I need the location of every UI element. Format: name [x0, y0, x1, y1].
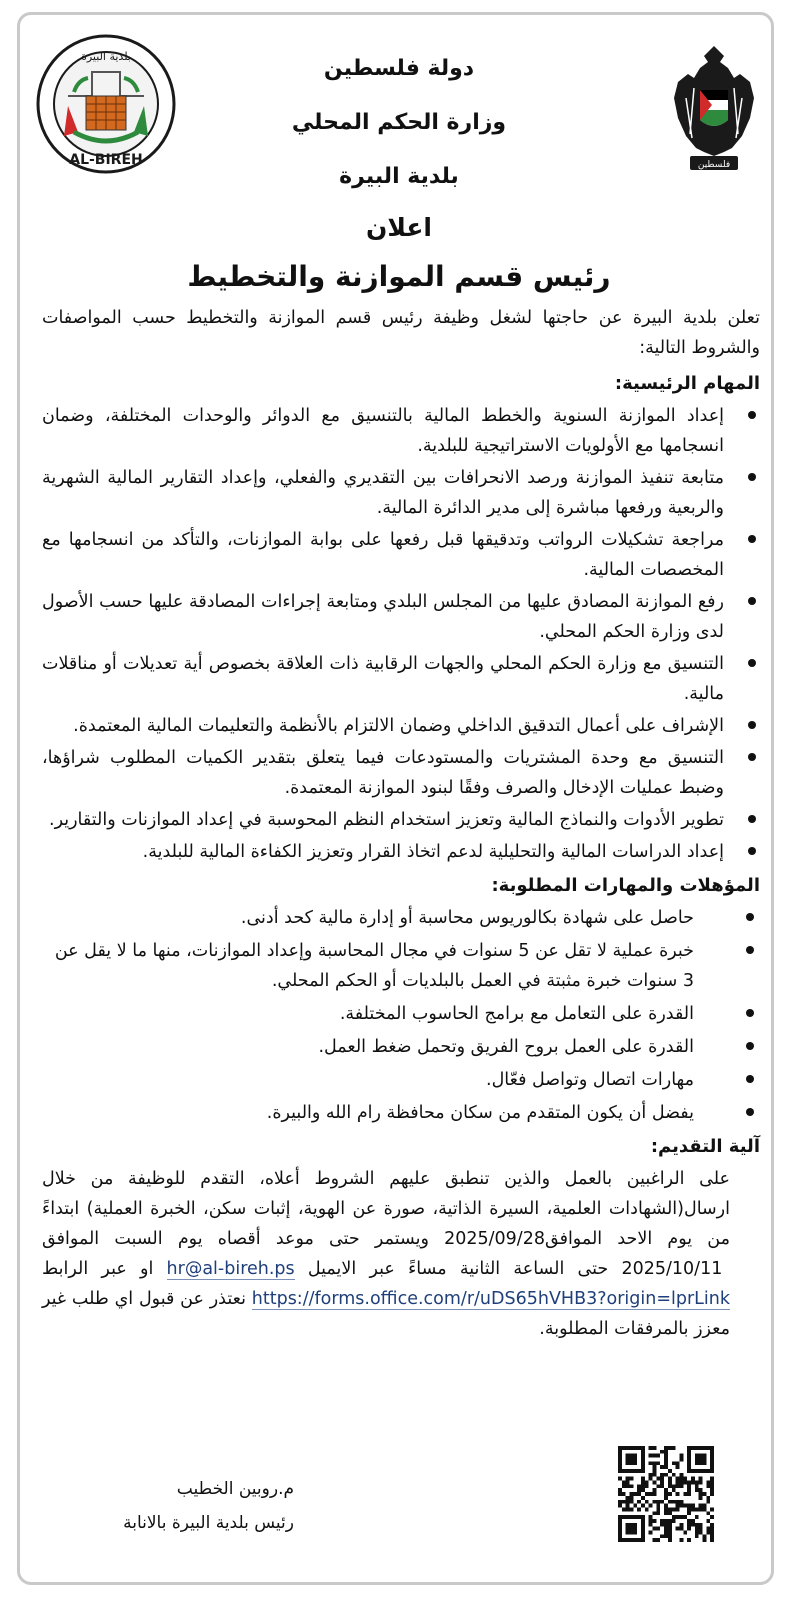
tasks-list [42, 401, 760, 867]
announcement-title: اعلان [366, 213, 432, 242]
state-name: دولة فلسطين [323, 56, 475, 81]
ministry-name: وزارة الحكم المحلي [291, 110, 507, 135]
bullet-icon [748, 847, 756, 855]
municipality-name: بلدية البيرة [339, 164, 459, 189]
intro-paragraph: تعلن بلدية البيرة عن حاجتها لشغل وظيفة رئيس قسم الموازنة والتخطيط حسب المواصفات والشروط التالية: [42, 308, 760, 358]
application-heading: آلية التقديم: [650, 1136, 760, 1157]
qr-code[interactable] [618, 1446, 714, 1542]
task-item: التنسيق مع وحدة المشتريات والمستودعات فيما يتعلق بتقدير الكميات المطلوب شراؤها، وضبط عمليات الإدخال والصرف وفقًا لبنود الموازنة المعتمدة. [42, 743, 760, 803]
bullet-icon [746, 946, 754, 954]
application-form-link[interactable]: https://forms.office.com/r/uDS65hVHB3?origin=lprLink [251, 1289, 730, 1309]
application-text: على الراغبين بالعمل والذين تنطبق عليهم الشروط أعلاه، التقدم للوظيفة من خلال ارسال(الشهادات العلمية، السيرة الذاتية، صورة عن الهوية، إثبات سكن، الخبرة العملية) ابتداءً من يوم الاحد الموافق2025/09/28 ويستمر حتى موعد أقصاه يوم السبت الموافق 2025/10/11 حتى الساعة الثانية مساءً عبر الايميل [42, 1169, 730, 1279]
bullet-icon [746, 1108, 754, 1116]
bullet-icon [746, 1009, 754, 1017]
bullet-icon [748, 411, 756, 419]
application-disclaimer: نعتذر عن قبول اي طلب غير معزز بالمرفقات المطلوبة. [42, 1289, 730, 1339]
announcement-body [42, 303, 760, 1344]
qualifications-heading: المؤهلات والمهارات المطلوبة: [491, 875, 760, 896]
task-item: تطوير الأدوات والنماذج المالية وتعزيز استخدام النظم المحوسبة في إعداد الموازنات والتقارير. [42, 805, 760, 835]
al-bireh-municipality-seal [34, 32, 178, 176]
seal-english-text: AL-BIREH [69, 152, 143, 168]
tasks-heading: المهام الرئيسية: [614, 373, 760, 394]
announcement-subtitle: رئيس قسم الموازنة والتخطيط [187, 260, 611, 293]
task-item: متابعة تنفيذ الموازنة ورصد الانحرافات بين التقديري والفعلي، وإعداد التقارير المالية الشهرية والربعية ورفعها مباشرة إلى مدير الدائرة المالية. [42, 463, 760, 523]
bullet-icon [748, 815, 756, 823]
bullet-icon [748, 535, 756, 543]
task-item: مراجعة تشكيلات الرواتب وتدقيقها قبل رفعها على بوابة الموازنات، والتأكد من انسجامها مع المخصصات المالية. [42, 525, 760, 585]
task-item: التنسيق مع وزارة الحكم المحلي والجهات الرقابية ذات العلاقة بخصوص أية تعديلات أو مناقلات مالية. [42, 649, 760, 709]
bullet-icon [748, 597, 756, 605]
task-item: رفع الموازنة المصادق عليها من المجلس البلدي ومتابعة إجراءات المصادقة عليها حسب الأصول لدى وزارة الحكم المحلي. [42, 587, 760, 647]
bullet-icon [748, 473, 756, 481]
bullet-icon [748, 753, 756, 761]
bullet-icon [748, 659, 756, 667]
qualification-item: مهارات اتصال وتواصل فعّال. [42, 1065, 760, 1095]
signatory-title: رئيس بلدية البيرة بالانابة [123, 1513, 294, 1533]
application-paragraph [42, 1164, 760, 1344]
signatory-name: م.روبين الخطيب [176, 1479, 294, 1499]
qualification-item: يفضل أن يكون المتقدم من سكان محافظة رام الله والبيرة. [42, 1098, 760, 1128]
task-item: إعداد الموازنة السنوية والخطط المالية بالتنسيق مع الدوائر والوحدات المختلفة، وضمان انسجامها مع الأولويات الاستراتيجية للبلدية. [42, 401, 760, 461]
qualifications-list [42, 903, 760, 1128]
header-titles [208, 42, 590, 204]
bullet-icon [748, 721, 756, 729]
task-item: إعداد الدراسات المالية والتحليلية لدعم اتخاذ القرار وتعزيز الكفاءة المالية للبلدية. [42, 837, 760, 867]
application-text-link-intro: او عبر الرابط [42, 1259, 154, 1279]
email-link[interactable]: hr@al-bireh.ps [166, 1259, 295, 1279]
qualification-item: خبرة عملية لا تقل عن 5 سنوات في مجال المحاسبة وإعداد الموازنات، منها ما لا يقل عن 3 سنوات خبرة مثبتة في العمل بالبلديات أو الحكم المحلي. [42, 936, 760, 996]
task-item: الإشراف على أعمال التدقيق الداخلي وضمان الالتزام بالأنظمة والتعليمات المالية المعتمدة. [42, 711, 760, 741]
qualification-item: القدرة على العمل بروح الفريق وتحمل ضغط العمل. [42, 1032, 760, 1062]
seal-arabic-text: بلدية البيرة [81, 50, 131, 63]
announcement-page [28, 20, 770, 1580]
bullet-icon [746, 913, 754, 921]
emblem-caption: فلسطين [697, 160, 731, 170]
palestine-eagle-emblem [664, 38, 764, 178]
qualification-item: حاصل على شهادة بكالوريوس محاسبة أو إدارة مالية كحد أدنى. [42, 903, 760, 933]
bullet-icon [746, 1075, 754, 1083]
qualification-item: القدرة على التعامل مع برامج الحاسوب المختلفة. [42, 999, 760, 1029]
bullet-icon [746, 1042, 754, 1050]
signature-block [34, 1472, 294, 1540]
